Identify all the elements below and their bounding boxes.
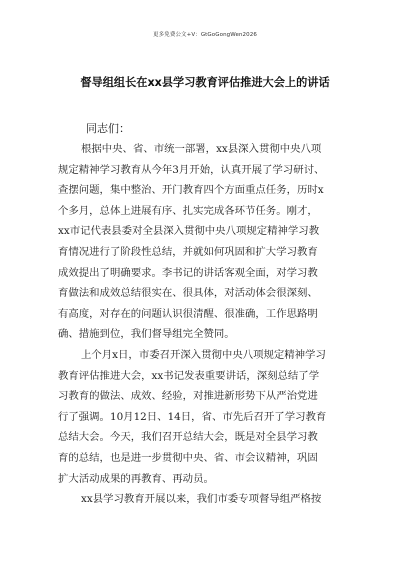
paragraph-line: 有高度，对存在的问题认识很清醒、很准确，工作思路明 (58, 307, 318, 320)
document-body (58, 139, 362, 510)
paragraph-line: 育情况进行了阶段性总结，并就如何巩固和扩大学习教育 (58, 245, 318, 258)
paragraph-line: 根据中央、省、市统一部署，xx县深入贯彻中央八项 (81, 143, 322, 155)
paragraph-line: xx县学习教育开展以来，我们市委专项督导组严格按 (81, 493, 322, 506)
paragraph-line: 上个月x日，市委召开深入贯彻中央八项规定精神学习 (81, 348, 326, 361)
paragraph-line: 教育评估推进大会，xx书记发表重要讲话，深刻总结了学 (58, 369, 320, 382)
paragraph-line: 扩大活动成果的再教育、再动员。 (58, 472, 214, 485)
salutation: 同志们： (86, 122, 130, 135)
paragraph-line: xx市记代表县委对全县深入贯彻中央八项规定精神学习教 (58, 225, 320, 238)
paragraph-line: 习教育的做法、成效、经验，对推进新形势下从严治党进 (58, 390, 318, 403)
paragraph-line: 育做法和成效总结很实在、很具体，对活动体会很深刻、 (58, 287, 318, 300)
paragraph-line: 个多月，总体上进展有序、扎实完成各环节任务。刚才， (58, 204, 318, 217)
paragraph-line: 育的总结，也是进一步贯彻中央、省、市会议精神，巩固 (58, 451, 318, 464)
paragraph-line: 规定精神学习教育从今年3月开始，认真开展了学习研讨、 (58, 163, 325, 176)
paragraph-line: 确、措施到位，我们督导组完全赞同。 (58, 328, 235, 341)
header-note: 更多免费公文+V：GtGoGongWen2026 (153, 32, 257, 38)
paragraph-line: 总结大会。今天，我们召开总结大会，既是对全县学习教 (58, 431, 318, 444)
document-title: 督导组组长在xx县学习教育评估推进大会上的讲话 (80, 76, 330, 89)
paragraph-line: 行了强调。10月12日、14日，省、市先后召开了学习教育 (58, 410, 327, 423)
paragraph-line: 查摆问题，集中整治、开门教育四个方面重点任务，历时x (58, 184, 324, 197)
paragraph-line: 成效提出了明确要求。李书记的讲话客观全面，对学习教 (58, 266, 318, 279)
